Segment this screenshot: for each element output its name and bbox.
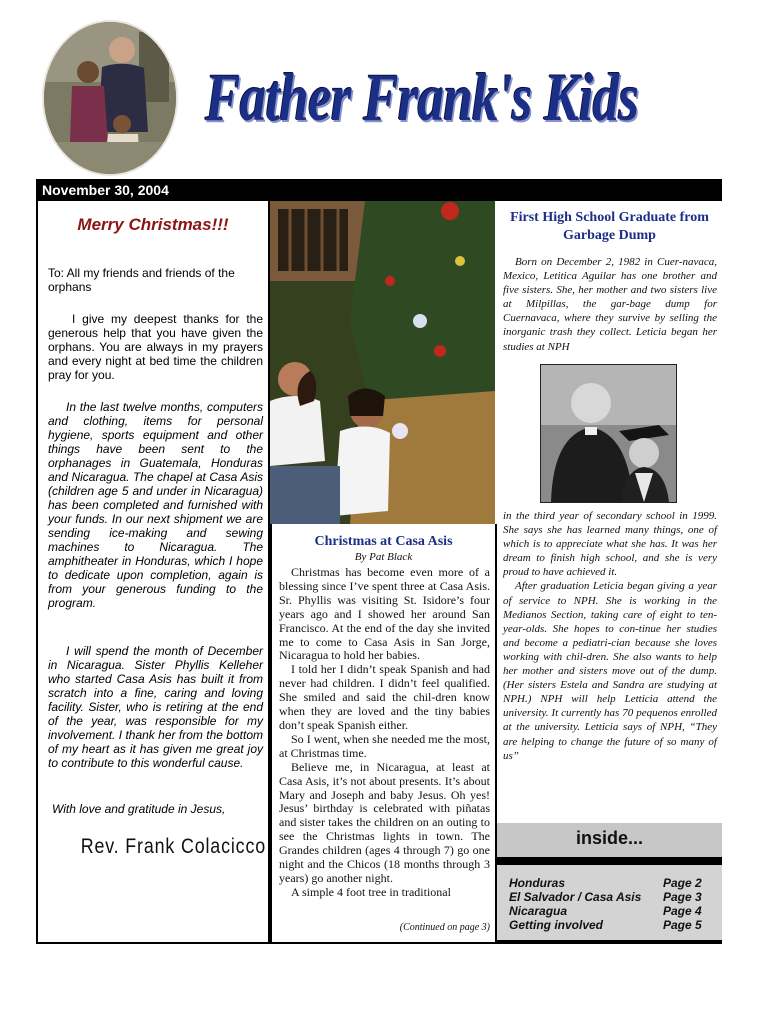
inside-heading: inside... [497, 823, 722, 857]
toc-item-honduras [509, 876, 714, 890]
story-paragraph: Believe me, in Nicaragua, at least at Casa Asis, it’s not about presents. It’s about Mary and Joseph and baby Jesus. Oh yes! Jesus’ birthday is celebrated with piñatas and sister takes the children on an outing to see the Christmas lights in town. The Grandes children (ages 4 through 7) go one night and the Chicos (18 months through 3 years) go another night. [279, 759, 490, 885]
divider [497, 940, 722, 944]
graduate-column [497, 201, 722, 823]
toc-page: Page 5 [663, 918, 702, 932]
story-body [279, 566, 490, 900]
signature: Rev. Frank Colacicco [80, 835, 267, 858]
story-paragraph: I told her I didn’t speak Spanish and had never had children. I didn’t feel qualified. She smiled and said the chil-dren know when they are loved and the tiny babies don’t speak Spanish either. [279, 662, 490, 732]
graduate-photo-image [541, 365, 676, 502]
letter-paragraph-3: I will spend the month of December in Nicaragua. Sister Phyllis Kelleher who started Casa Asis has built it from scratch into a fine, caring and loving facility. Sister, who is retiring at the end of the year, was responsible for my involvement. I thank her from the bottom of my heart as it has given me great joy to contribute to this wonderful cause. [48, 644, 263, 770]
continued-note: (Continued on page 3) [399, 922, 490, 933]
issue-date: November 30, 2004 [36, 179, 722, 201]
toc-page: Page 4 [663, 904, 702, 918]
letter-paragraph-1: I give my deepest thanks for the generous help that you have given the orphans. You are always in my prayers and every night at bed time the children pray for you. [48, 312, 263, 382]
header-photo [44, 22, 176, 174]
toc-label: Getting involved [509, 918, 604, 932]
letter-heading: Merry Christmas!!! [77, 215, 229, 234]
story-paragraph: So I went, when she needed me the most, at Christmas time. [279, 731, 490, 760]
letter-salutation: To: All my friends and friends of the orphans [48, 266, 235, 294]
letter-column [36, 201, 270, 944]
graduate-paragraph-3: After graduation Leticia began giving a year of service to NPH. She is working in the Medianos Section, taking care of eight to ten-year-olds. She hopes to con-tinue her studies and become a pediatri-cian because she loves working with chil-dren. She also wants to help her mother and sisters move out of the dump. (Her sisters Estela and Sandra are studying at NPH.) NPH will help Letticia attend the university. It currently has 70 pequenos enrolled at the university. Letticia says of NPH, “They are helping to change the future of so many of us” [503, 580, 717, 762]
header-photo-image [44, 22, 176, 174]
graduate-paragraph-2: in the third year of secondary school in 1999. She says she has learned many things, one of which is to appreciate what she has. It was her dream to finish high school, and she is very proud to have achieved it. [503, 510, 717, 579]
graduate-body [503, 509, 717, 763]
christmas-photo-image [270, 201, 495, 524]
graduate-title: First High School Graduate from Garbage Dump [510, 210, 709, 243]
story-column [270, 524, 497, 944]
graduate-intro: Born on December 2, 1982 in Cuer-navaca, Mexico, Letitica Aguilar has one brother and five sisters. She, her mother and two sisters live at Milpillas, the gar-bage dump for Cuernavaca, where they survive by selling the inorganic trash they collect. Leticia began her studies at NPH [503, 256, 717, 353]
toc-item-el-salvador [509, 890, 714, 904]
toc-page: Page 2 [663, 876, 702, 890]
inside-toc [497, 823, 722, 944]
masthead-title: Father Frank's Kids [205, 59, 639, 135]
toc-list [497, 865, 722, 940]
graduate-photo [540, 364, 677, 503]
letter-closing: With love and gratitude in Jesus, [52, 802, 226, 816]
divider [497, 857, 722, 865]
christmas-photo [270, 201, 495, 524]
story-title: Christmas at Casa Asis [314, 534, 453, 549]
story-paragraph: Christmas has become even more of a blessing since I’ve spent three at Casa Asis. Sr. Phyllis was visiting St. Isidore’s four years ago and I showed her around San Francisco. At the end of the day she invited me to come to Casa Asis in San Jorge, Nicaragua to hold her babies. [279, 565, 490, 663]
story-paragraph: A simple 4 foot tree in traditional [291, 884, 451, 899]
toc-label: Honduras [509, 876, 566, 890]
story-byline: By Pat Black [354, 551, 413, 563]
toc-label: El Salvador / Casa Asis [509, 890, 642, 904]
toc-item-getting-involved [509, 918, 714, 932]
toc-label: Nicaragua [509, 904, 568, 918]
toc-page: Page 3 [663, 890, 702, 904]
toc-item-nicaragua [509, 904, 714, 918]
letter-paragraph-2: In the last twelve months, computers and clothing, items for personal hygiene, sports equipment and other things have been sent to the orphanages in Guatemala, Honduras and Nicaragua. The chapel at Casa Asis (children age 5 and under in Nicaragua) has been completed and furnished with your funds. In our next shipment we are sending ice-making and sewing machines to Nicaragua. The amphitheater in Honduras, which I hope to dedicate upon completion, again is from your generous funding to the program. [48, 400, 263, 610]
